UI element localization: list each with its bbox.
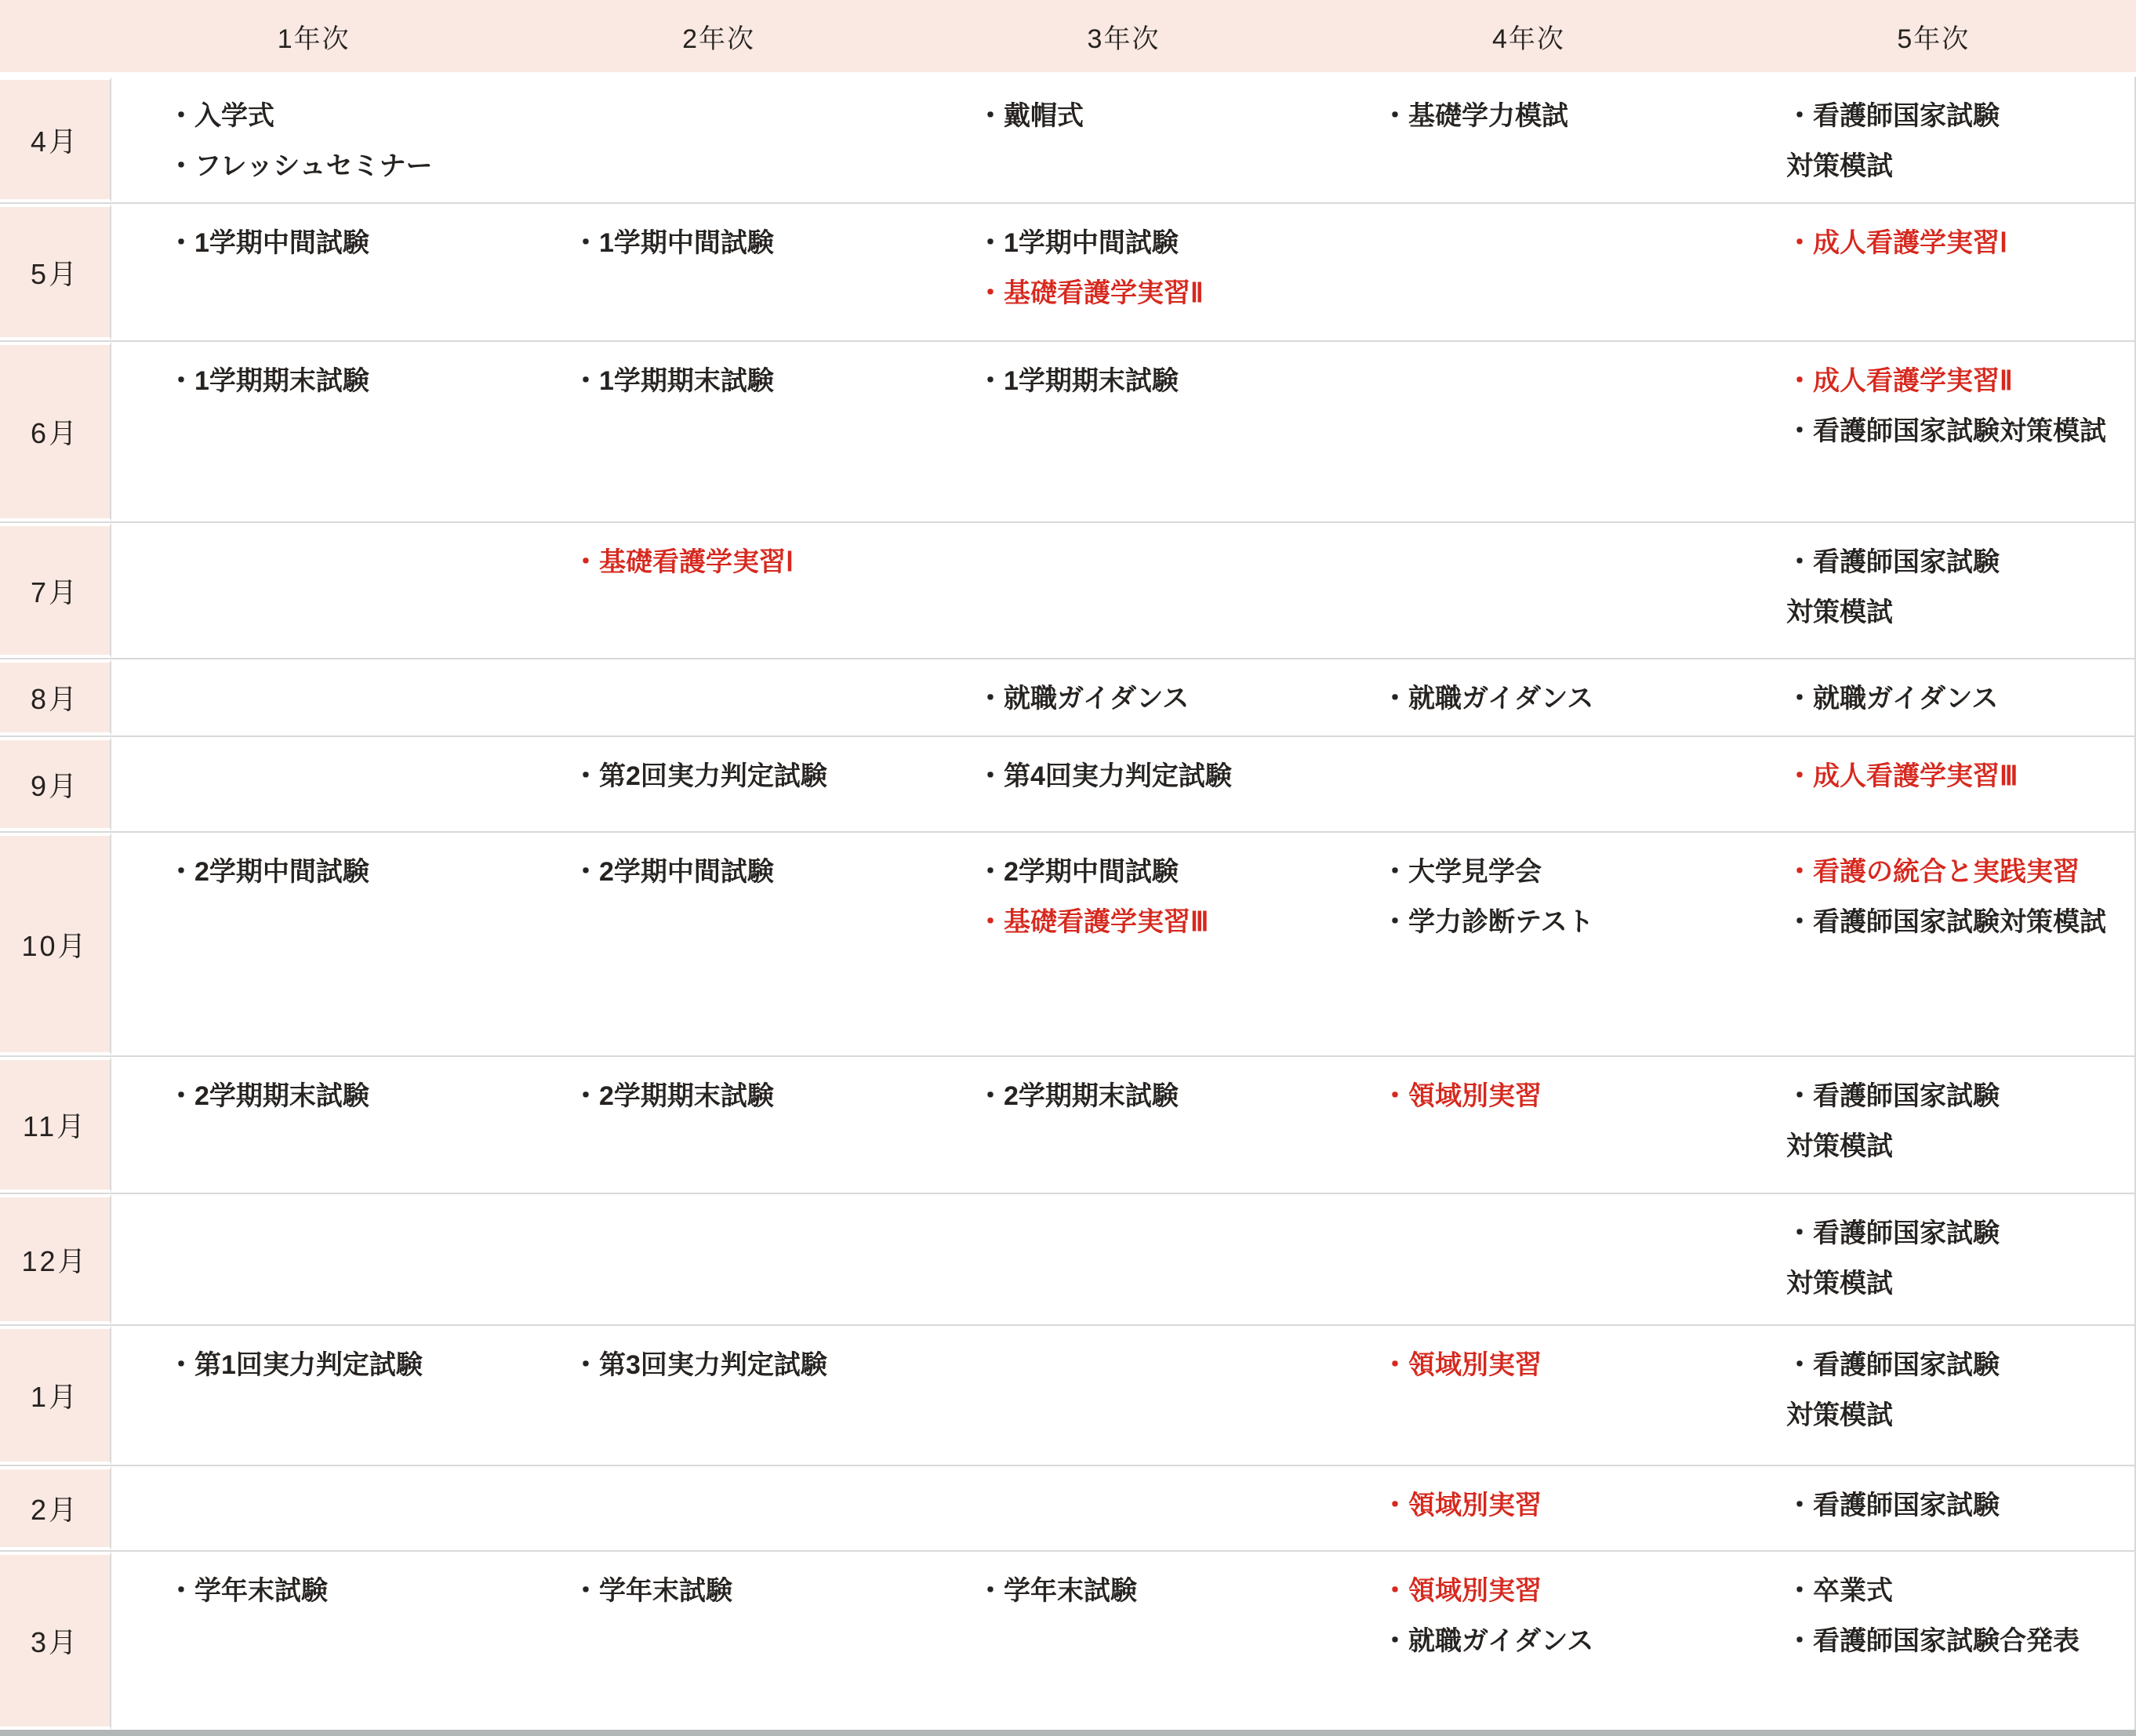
cell-3月-year5 (1730, 1552, 2136, 1730)
cell-9月-year5 (1730, 737, 2136, 831)
table-row-11月 (0, 1055, 2136, 1193)
event-item: ・看護師国家試験対策模試 (1786, 907, 2106, 937)
event-item: ・第2回実力判定試験 (572, 761, 827, 791)
month-label: 7月 (0, 523, 111, 658)
table-row-3月 (0, 1550, 2136, 1730)
cell-7月-year3 (921, 523, 1325, 658)
cell-1月-year1 (111, 1326, 516, 1465)
year-header-3: 3年次 (1087, 24, 1161, 54)
event-item: ・入学式 (168, 101, 274, 131)
month-label: 6月 (0, 342, 111, 521)
cell-12月-year5 (1730, 1194, 2136, 1324)
cell-4月-year4 (1325, 77, 1730, 202)
event-item: ・就職ガイダンス (1382, 1626, 1594, 1656)
event-item: ・看護師国家試験 (1786, 1491, 2000, 1520)
event-item: 対策模試 (1786, 597, 1893, 627)
cell-7月-year5 (1730, 523, 2136, 658)
cell-10月-year4 (1325, 833, 1730, 1055)
cell-6月-year4 (1325, 342, 1730, 521)
cell-8月-year4 (1325, 659, 1730, 735)
month-label: 3月 (0, 1552, 111, 1730)
event-item: ・就職ガイダンス (977, 684, 1190, 714)
event-item: ・看護師国家試験 (1786, 547, 2000, 577)
event-item: ・就職ガイダンス (1382, 684, 1594, 714)
event-item-highlighted: ・領域別実習 (1382, 1081, 1542, 1111)
event-item: ・2学期期末試験 (168, 1081, 369, 1111)
cell-4月-year5 (1730, 77, 2136, 202)
event-item: ・看護師国家試験 (1786, 1218, 2000, 1248)
cell-11月-year5 (1730, 1057, 2136, 1193)
cell-11月-year2 (516, 1057, 921, 1193)
cell-6月-year1 (111, 342, 516, 521)
event-item-highlighted: ・基礎看護学実習Ⅰ (572, 547, 794, 577)
year-header-4: 4年次 (1491, 24, 1565, 54)
cell-1月-year5 (1730, 1326, 2136, 1465)
cell-11月-year4 (1325, 1057, 1730, 1193)
table-row-6月 (0, 340, 2136, 521)
event-item: ・学年末試験 (572, 1576, 732, 1606)
cell-9月-year2 (516, 737, 921, 831)
cell-9月-year1 (111, 737, 516, 831)
cell-1月-year3 (921, 1326, 1325, 1465)
event-item-highlighted: ・基礎看護学実習Ⅲ (977, 907, 1209, 937)
table-row-7月 (0, 521, 2136, 658)
cell-9月-year4 (1325, 737, 1730, 831)
cell-2月-year4 (1325, 1466, 1730, 1550)
cell-7月-year2 (516, 523, 921, 658)
cell-12月-year4 (1325, 1194, 1730, 1324)
event-item: ・基礎学力模試 (1382, 101, 1568, 131)
table-row-12月 (0, 1193, 2136, 1324)
cell-12月-year3 (921, 1194, 1325, 1324)
table-row-1月 (0, 1324, 2136, 1465)
month-label: 12月 (0, 1194, 111, 1324)
cell-5月-year3 (921, 204, 1325, 340)
month-label: 8月 (0, 659, 111, 735)
cell-10月-year5 (1730, 833, 2136, 1055)
cell-3月-year4 (1325, 1552, 1730, 1730)
event-item: 対策模試 (1786, 1131, 1893, 1161)
cell-5月-year2 (516, 204, 921, 340)
event-item: ・看護師国家試験 (1786, 101, 2000, 131)
cell-3月-year3 (921, 1552, 1325, 1730)
cell-5月-year1 (111, 204, 516, 340)
cell-8月-year1 (111, 659, 516, 735)
event-item-highlighted: ・成人看護学実習Ⅲ (1786, 761, 2018, 791)
cell-6月-year2 (516, 342, 921, 521)
cell-4月-year2 (516, 77, 921, 202)
year-header-2: 2年次 (682, 24, 756, 54)
cell-12月-year2 (516, 1194, 921, 1324)
table-row-4月 (0, 72, 2136, 202)
year-header-row (0, 0, 2136, 72)
event-item-highlighted: ・成人看護学実習Ⅱ (1786, 366, 2013, 396)
month-label: 4月 (0, 77, 111, 202)
table-row-2月 (0, 1465, 2136, 1550)
cell-8月-year3 (921, 659, 1325, 735)
table-row-9月 (0, 735, 2136, 831)
event-item: ・1学期中間試験 (977, 228, 1179, 258)
event-item: ・看護師国家試験 (1786, 1081, 2000, 1111)
event-item: ・学年末試験 (168, 1576, 328, 1606)
cell-11月-year3 (921, 1057, 1325, 1193)
event-item: ・1学期中間試験 (572, 228, 774, 258)
event-item: ・第4回実力判定試験 (977, 761, 1232, 791)
cell-2月-year2 (516, 1466, 921, 1550)
event-item-highlighted: ・領域別実習 (1382, 1491, 1542, 1520)
event-item: 対策模試 (1786, 1269, 1893, 1298)
event-item: ・2学期中間試験 (168, 857, 369, 887)
event-item: ・1学期期末試験 (168, 366, 369, 396)
month-label: 2月 (0, 1466, 111, 1550)
cell-2月-year3 (921, 1466, 1325, 1550)
event-item: 対策模試 (1786, 1400, 1893, 1430)
cell-5月-year5 (1730, 204, 2136, 340)
year-header-1: 1年次 (277, 24, 351, 54)
cell-10月-year1 (111, 833, 516, 1055)
event-item: ・看護師国家試験 (1786, 1350, 2000, 1380)
event-item-highlighted: ・成人看護学実習Ⅰ (1786, 228, 2008, 258)
cell-4月-year3 (921, 77, 1325, 202)
cell-7月-year1 (111, 523, 516, 658)
cell-11月-year1 (111, 1057, 516, 1193)
month-label: 11月 (0, 1057, 111, 1193)
cell-9月-year3 (921, 737, 1325, 831)
event-item: ・2学期期末試験 (572, 1081, 774, 1111)
event-item: ・学力診断テスト (1382, 907, 1594, 937)
month-label: 9月 (0, 737, 111, 831)
cell-2月-year5 (1730, 1466, 2136, 1550)
event-item: ・学年末試験 (977, 1576, 1137, 1606)
event-item-highlighted: ・領域別実習 (1382, 1350, 1542, 1380)
cell-12月-year1 (111, 1194, 516, 1324)
event-item: ・第3回実力判定試験 (572, 1350, 827, 1380)
bottom-bar (0, 1730, 2136, 1736)
event-item: ・2学期中間試験 (572, 857, 774, 887)
cell-8月-year5 (1730, 659, 2136, 735)
cell-10月-year2 (516, 833, 921, 1055)
event-item: ・1学期期末試験 (572, 366, 774, 396)
cell-4月-year1 (111, 77, 516, 202)
event-item: ・第1回実力判定試験 (168, 1350, 423, 1380)
event-item-highlighted: ・領域別実習 (1382, 1576, 1542, 1606)
cell-7月-year4 (1325, 523, 1730, 658)
event-item: 対策模試 (1786, 151, 1893, 181)
cell-8月-year2 (516, 659, 921, 735)
month-label: 5月 (0, 204, 111, 340)
year-header-5: 5年次 (1897, 24, 1971, 54)
event-item-highlighted: ・基礎看護学実習Ⅱ (977, 278, 1204, 308)
event-item: ・フレッシュセミナー (168, 151, 433, 181)
month-label: 10月 (0, 833, 111, 1055)
cell-10月-year3 (921, 833, 1325, 1055)
event-item: ・卒業式 (1786, 1576, 1893, 1606)
header-corner-spacer (0, 0, 111, 72)
event-item: ・看護師国家試験対策模試 (1786, 416, 2106, 446)
cell-1月-year4 (1325, 1326, 1730, 1465)
event-item-highlighted: ・看護の統合と実践実習 (1786, 857, 2080, 887)
table-row-8月 (0, 658, 2136, 735)
month-label: 1月 (0, 1326, 111, 1465)
cell-5月-year4 (1325, 204, 1730, 340)
event-item: ・1学期期末試験 (977, 366, 1179, 396)
event-item: ・戴帽式 (977, 101, 1084, 131)
event-item: ・2学期期末試験 (977, 1081, 1179, 1111)
event-item: ・看護師国家試験合発表 (1786, 1626, 2080, 1656)
event-item: ・大学見学会 (1382, 857, 1542, 887)
table-row-5月 (0, 202, 2136, 340)
cell-2月-year1 (111, 1466, 516, 1550)
event-item: ・就職ガイダンス (1786, 684, 1999, 714)
cell-1月-year2 (516, 1326, 921, 1465)
cell-6月-year3 (921, 342, 1325, 521)
table-row-10月 (0, 831, 2136, 1055)
cell-6月-year5 (1730, 342, 2136, 521)
event-item: ・1学期中間試験 (168, 228, 369, 258)
cell-3月-year1 (111, 1552, 516, 1730)
event-item: ・2学期中間試験 (977, 857, 1179, 887)
cell-3月-year2 (516, 1552, 921, 1730)
